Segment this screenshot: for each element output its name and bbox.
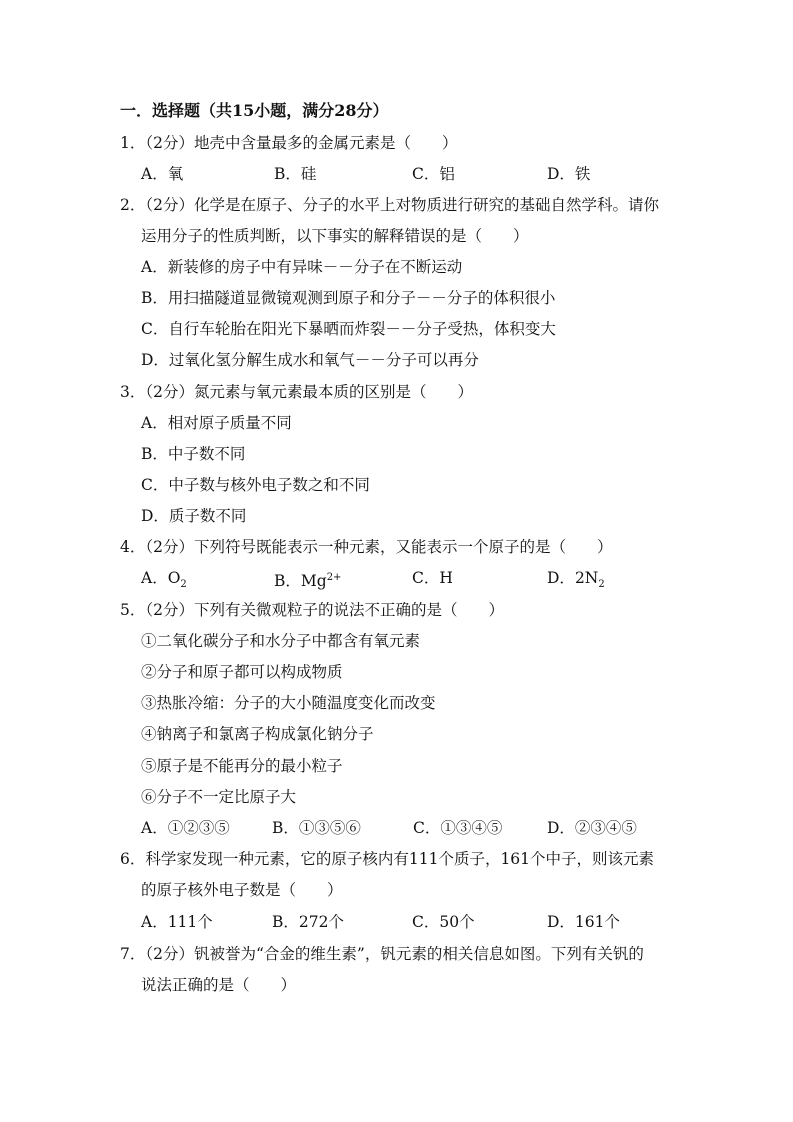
question-6-stem-continued: 的原子核外电子数是（ ）: [141, 881, 343, 899]
question-2-stem: 2．（2分）化学是在原子、分子的水平上对物质进行研究的基础自然学科。请你: [120, 196, 659, 214]
question-7-stem-continued: 说法正确的是（ ）: [141, 976, 297, 994]
option-c[interactable]: C．铝: [412, 165, 455, 183]
option-a[interactable]: A．新装修的房子中有异味－－分子在不断运动: [141, 258, 463, 276]
option-c[interactable]: [412, 568, 453, 588]
question-7-stem: 7．（2分）钒被誉为“合金的维生素”，钒元素的相关信息如图。下列有关钒的: [120, 945, 644, 963]
option-d[interactable]: D．161个: [547, 913, 621, 931]
question-6-options: [141, 912, 681, 932]
option-c-label: C．: [412, 569, 440, 587]
question-4-stem: 4．（2分）下列符号既能表示一种元素，又能表示一个原子的是（ ）: [120, 538, 613, 556]
formula-subscript: 2: [180, 579, 187, 591]
option-a[interactable]: A．相对原子质量不同: [141, 414, 292, 432]
formula: Mg: [300, 572, 327, 591]
option-b[interactable]: B．①③⑤⑥: [272, 819, 361, 837]
question-1-options: [141, 164, 681, 184]
option-b-label: B．: [274, 572, 301, 591]
option-b[interactable]: B．272个: [272, 913, 344, 931]
statement-2: ②分子和原子都可以构成物质: [141, 663, 343, 681]
option-c[interactable]: C．自行车轮胎在阳光下暴晒而炸裂－－分子受热，体积变大: [141, 320, 556, 338]
statement-1: ①二氧化碳分子和水分子中都含有氧元素: [141, 632, 421, 650]
option-b[interactable]: B．中子数不同: [141, 445, 246, 463]
option-a[interactable]: A．111个: [141, 913, 213, 931]
statement-3: ③热胀冷缩：分子的大小随温度变化而改变: [141, 694, 436, 712]
formula: 2N: [574, 569, 599, 587]
option-a[interactable]: A．氧: [141, 165, 184, 183]
question-5-stem: 5．（2分）下列有关微观粒子的说法不正确的是（ ）: [120, 601, 504, 619]
question-4-options: [141, 568, 681, 591]
option-c[interactable]: C．中子数与核外电子数之和不同: [141, 476, 370, 494]
option-a-label: A．: [141, 569, 168, 587]
option-b[interactable]: [274, 568, 341, 591]
option-d[interactable]: [547, 568, 605, 595]
option-a[interactable]: A．①②③⑤: [141, 819, 230, 837]
question-5-options: [141, 818, 681, 838]
option-c[interactable]: C．①③④⑤: [413, 819, 503, 837]
formula-subscript: 2: [598, 579, 605, 591]
statement-5: ⑤原子是不能再分的最小粒子: [141, 757, 343, 775]
statement-6: ⑥分子不一定比原子大: [141, 788, 297, 806]
option-d[interactable]: D．②③④⑤: [547, 819, 637, 837]
formula: O: [167, 569, 181, 587]
option-d[interactable]: D．过氧化氢分解生成水和氧气－－分子可以再分: [141, 351, 479, 369]
option-b[interactable]: B．硅: [274, 165, 317, 183]
option-d[interactable]: D．质子数不同: [141, 507, 247, 525]
option-d-label: D．: [547, 569, 575, 587]
question-2-stem-continued: 运用分子的性质判断，以下事实的解释错误的是（ ）: [141, 227, 529, 245]
section-heading: 一．选择题（共15小题，满分28分）: [120, 101, 389, 120]
formula: H: [439, 569, 453, 587]
formula-superscript: 2+: [326, 572, 342, 583]
option-c[interactable]: C．50个: [412, 913, 475, 931]
option-a[interactable]: [141, 568, 187, 595]
statement-4: ④钠离子和氯离子构成氯化钠分子: [141, 725, 374, 743]
option-d[interactable]: D．铁: [547, 165, 591, 183]
question-3-stem: 3．（2分）氮元素与氧元素最本质的区别是（ ）: [120, 383, 473, 401]
question-6-stem: 6．科学家发现一种元素，它的原子核内有111个质子，161个中子，则该元素: [120, 850, 655, 868]
question-1-stem: 1．（2分）地壳中含量最多的金属元素是（ ）: [120, 134, 458, 152]
option-b[interactable]: B．用扫描隧道显微镜观测到原子和分子－－分子的体积很小: [141, 289, 556, 307]
